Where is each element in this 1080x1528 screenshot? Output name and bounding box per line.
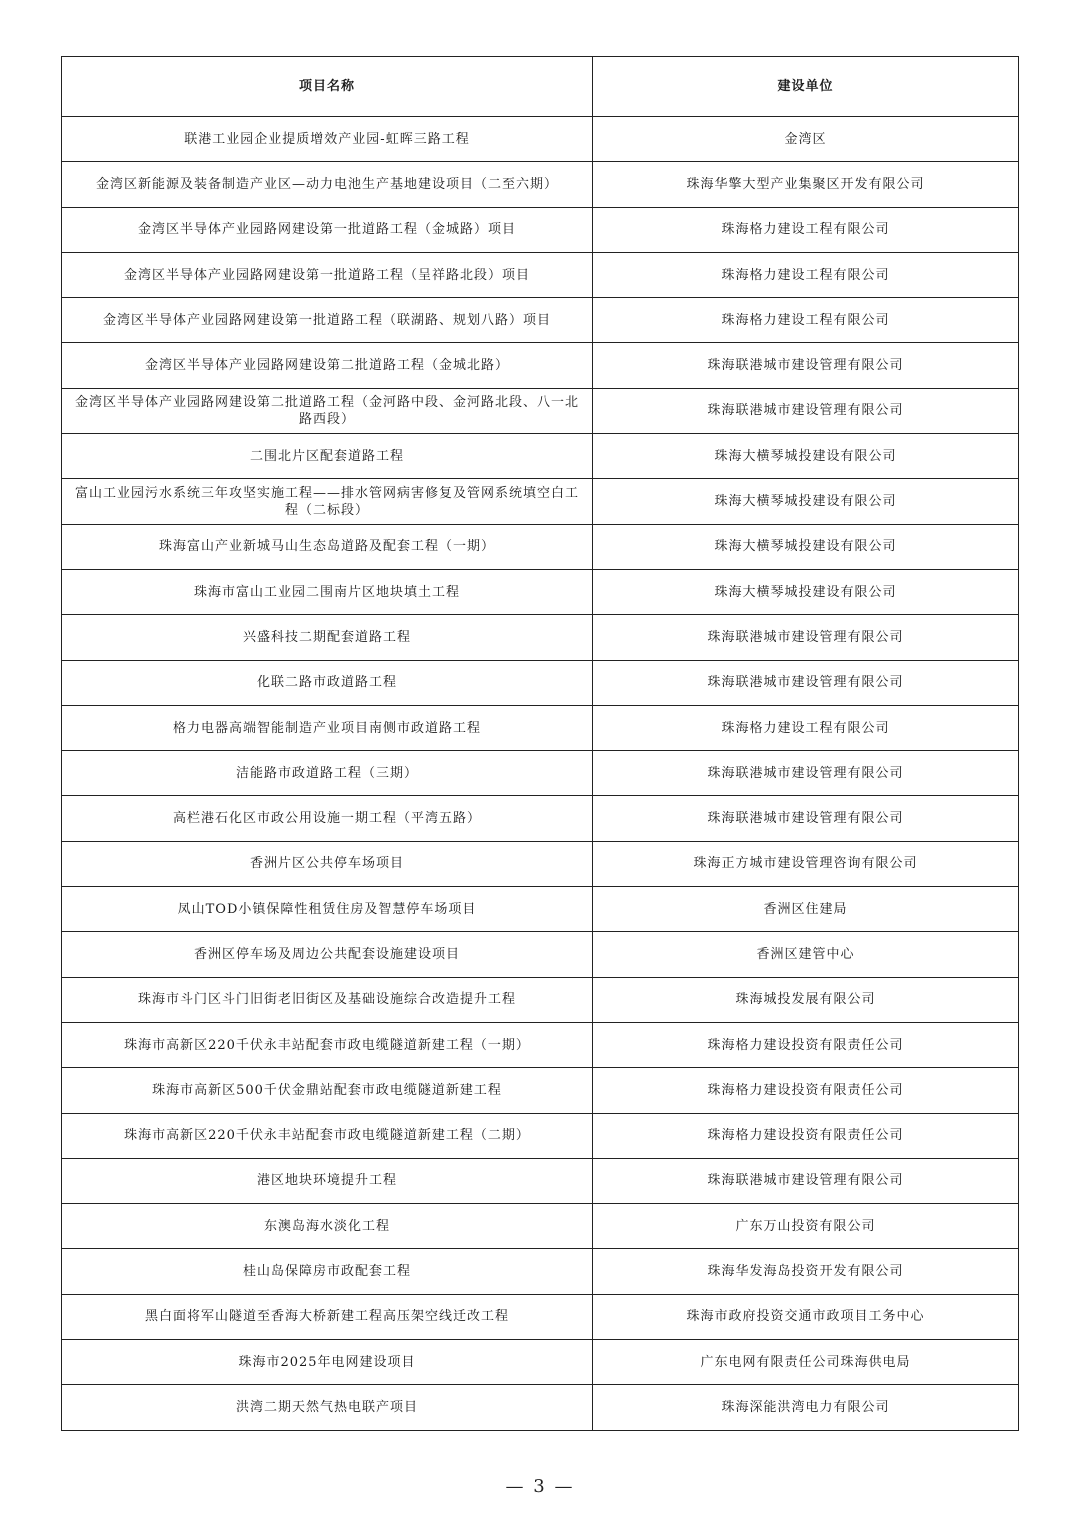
project-name-cell: 珠海市高新区500千伏金鼎站配套市政电缆隧道新建工程 (62, 1068, 593, 1113)
project-name-cell: 香洲片区公共停车场项目 (62, 841, 593, 886)
table-row (62, 434, 1019, 479)
table-row (62, 1385, 1019, 1430)
project-name-cell: 金湾区半导体产业园路网建设第一批道路工程（联湖路、规划八路）项目 (62, 298, 593, 343)
construction-unit-cell: 珠海格力建设工程有限公司 (593, 705, 1019, 750)
table-row (62, 796, 1019, 841)
construction-unit-cell: 珠海大横琴城投建设有限公司 (593, 524, 1019, 569)
table-row (62, 615, 1019, 660)
table-row (62, 1158, 1019, 1203)
project-name-cell: 香洲区停车场及周边公共配套设施建设项目 (62, 932, 593, 977)
table-row (62, 479, 1019, 524)
project-name-cell: 珠海市富山工业园二围南片区地块填土工程 (62, 569, 593, 614)
table-row (62, 1294, 1019, 1339)
construction-unit-cell: 广东电网有限责任公司珠海供电局 (593, 1340, 1019, 1385)
header-construction-unit: 建设单位 (593, 57, 1019, 117)
construction-unit-cell: 香洲区建管中心 (593, 932, 1019, 977)
construction-unit-cell: 香洲区住建局 (593, 887, 1019, 932)
table-row (62, 343, 1019, 388)
construction-unit-cell: 珠海联港城市建设管理有限公司 (593, 660, 1019, 705)
project-name-cell: 珠海市斗门区斗门旧街老旧街区及基础设施综合改造提升工程 (62, 977, 593, 1022)
table-row (62, 705, 1019, 750)
construction-unit-cell: 珠海市政府投资交通市政项目工务中心 (593, 1294, 1019, 1339)
project-name-cell: 东澳岛海水淡化工程 (62, 1204, 593, 1249)
table-row (62, 977, 1019, 1022)
construction-unit-cell: 珠海格力建设工程有限公司 (593, 207, 1019, 252)
table-row (62, 298, 1019, 343)
table-row (62, 524, 1019, 569)
table-row (62, 388, 1019, 433)
project-name-cell: 珠海市高新区220千伏永丰站配套市政电缆隧道新建工程（一期） (62, 1022, 593, 1067)
project-name-cell: 高栏港石化区市政公用设施一期工程（平湾五路） (62, 796, 593, 841)
project-name-cell: 联港工业园企业提质增效产业园-虹晖三路工程 (62, 117, 593, 162)
project-name-cell: 兴盛科技二期配套道路工程 (62, 615, 593, 660)
table-row (62, 887, 1019, 932)
table-row (62, 751, 1019, 796)
project-name-cell: 洪湾二期天然气热电联产项目 (62, 1385, 593, 1430)
table-row (62, 207, 1019, 252)
construction-unit-cell: 珠海正方城市建设管理咨询有限公司 (593, 841, 1019, 886)
construction-unit-cell: 珠海城投发展有限公司 (593, 977, 1019, 1022)
project-name-cell: 洁能路市政道路工程（三期） (62, 751, 593, 796)
construction-unit-cell: 珠海大横琴城投建设有限公司 (593, 434, 1019, 479)
project-name-cell: 二围北片区配套道路工程 (62, 434, 593, 479)
construction-unit-cell: 珠海联港城市建设管理有限公司 (593, 796, 1019, 841)
construction-unit-cell: 珠海格力建设投资有限责任公司 (593, 1068, 1019, 1113)
construction-unit-cell: 珠海联港城市建设管理有限公司 (593, 388, 1019, 433)
construction-unit-cell: 珠海深能洪湾电力有限公司 (593, 1385, 1019, 1430)
project-table (61, 56, 1019, 1431)
table-row (62, 660, 1019, 705)
project-name-cell: 金湾区半导体产业园路网建设第二批道路工程（金城北路） (62, 343, 593, 388)
table-row (62, 1340, 1019, 1385)
table-row (62, 932, 1019, 977)
construction-unit-cell: 珠海大横琴城投建设有限公司 (593, 479, 1019, 524)
construction-unit-cell: 珠海联港城市建设管理有限公司 (593, 1158, 1019, 1203)
construction-unit-cell: 珠海联港城市建设管理有限公司 (593, 751, 1019, 796)
project-name-cell: 富山工业园污水系统三年攻坚实施工程——排水管网病害修复及管网系统填空白工程（二标段） (62, 479, 593, 524)
construction-unit-cell: 珠海大横琴城投建设有限公司 (593, 569, 1019, 614)
table-row (62, 1249, 1019, 1294)
table-row (62, 1022, 1019, 1067)
project-name-cell: 金湾区半导体产业园路网建设第一批道路工程（呈祥路北段）项目 (62, 252, 593, 297)
header-project-name: 项目名称 (62, 57, 593, 117)
project-name-cell: 凤山TOD小镇保障性租赁住房及智慧停车场项目 (62, 887, 593, 932)
table-row (62, 569, 1019, 614)
construction-unit-cell: 广东万山投资有限公司 (593, 1204, 1019, 1249)
project-name-cell: 港区地块环境提升工程 (62, 1158, 593, 1203)
construction-unit-cell: 珠海华擎大型产业集聚区开发有限公司 (593, 162, 1019, 207)
table-body (62, 117, 1019, 1431)
project-name-cell: 格力电器高端智能制造产业项目南侧市政道路工程 (62, 705, 593, 750)
table-row (62, 1068, 1019, 1113)
construction-unit-cell: 珠海华发海岛投资开发有限公司 (593, 1249, 1019, 1294)
table-row (62, 1204, 1019, 1249)
project-name-cell: 桂山岛保障房市政配套工程 (62, 1249, 593, 1294)
project-name-cell: 金湾区半导体产业园路网建设第一批道路工程（金城路）项目 (62, 207, 593, 252)
project-name-cell: 珠海市高新区220千伏永丰站配套市政电缆隧道新建工程（二期） (62, 1113, 593, 1158)
project-name-cell: 黑白面将军山隧道至香海大桥新建工程高压架空线迁改工程 (62, 1294, 593, 1339)
project-name-cell: 珠海市2025年电网建设项目 (62, 1340, 593, 1385)
construction-unit-cell: 金湾区 (593, 117, 1019, 162)
construction-unit-cell: 珠海格力建设工程有限公司 (593, 252, 1019, 297)
project-name-cell: 珠海富山产业新城马山生态岛道路及配套工程（一期） (62, 524, 593, 569)
construction-unit-cell: 珠海格力建设投资有限责任公司 (593, 1113, 1019, 1158)
page-number: — 3 — (505, 1476, 575, 1497)
table-row (62, 1113, 1019, 1158)
project-name-cell: 金湾区半导体产业园路网建设第二批道路工程（金河路中段、金河路北段、八一北路西段） (62, 388, 593, 433)
construction-unit-cell: 珠海格力建设投资有限责任公司 (593, 1022, 1019, 1067)
table-row (62, 117, 1019, 162)
project-name-cell: 化联二路市政道路工程 (62, 660, 593, 705)
construction-unit-cell: 珠海联港城市建设管理有限公司 (593, 343, 1019, 388)
table-header-row (62, 57, 1019, 117)
table-row (62, 252, 1019, 297)
construction-unit-cell: 珠海联港城市建设管理有限公司 (593, 615, 1019, 660)
project-name-cell: 金湾区新能源及装备制造产业区—动力电池生产基地建设项目（二至六期） (62, 162, 593, 207)
table-row (62, 162, 1019, 207)
table-row (62, 841, 1019, 886)
construction-unit-cell: 珠海格力建设工程有限公司 (593, 298, 1019, 343)
